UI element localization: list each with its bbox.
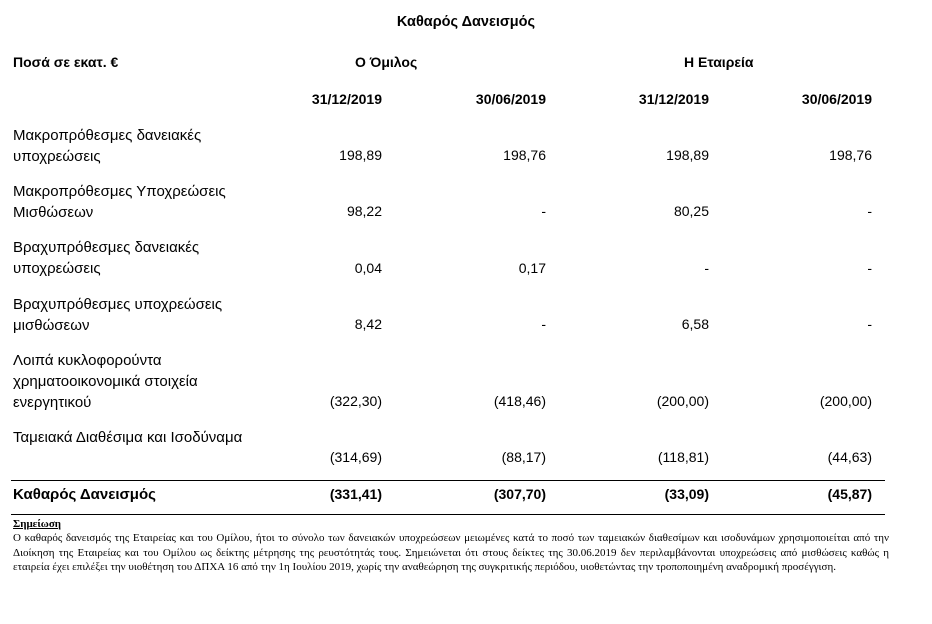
table-cell: (118,81): [657, 449, 709, 465]
table-cell: -: [867, 260, 872, 276]
table-cell: (418,46): [493, 393, 546, 409]
table-cell: 198,89: [339, 147, 382, 163]
total-cell: (331,41): [329, 486, 382, 502]
table-cell: 98,22: [346, 203, 382, 219]
table-cell: (44,63): [827, 449, 872, 465]
note-text: Ο καθαρός δανεισμός της Εταιρείας και του Ομίλου, ήτοι το σύνολο των δανειακών υποχρεώσεων μειωμένες κατά το ποσό των ταμειακών διαθεσίμων και ισοδυνάμων χρησιμοποιείται από την Διοίκηση της Εταιρείας και του Ομίλου ως δείκτης μέτρησης της ρευστότητάς τους. Σημειώνεται ότι στους δείκτες της 30.06.2019 δεν περιλαμβάνονται υποχρεώσεις από μισθώσεις καθώς η εταιρεία έχει επιλέξει την υιοθέτηση του ΔΠΧΑ 16 από την 1η Ιουλίου 2019, χωρίς την αναθεώρηση της συγκριτικής περιόδου, υιοθετώντας την τροποποιημένη αναδρομική προσέγγιση.: [13, 532, 889, 573]
total-cell: (45,87): [827, 486, 872, 502]
company-column-header: Η Εταιρεία: [684, 54, 754, 70]
table-cell: -: [704, 260, 709, 276]
table-cell: -: [867, 316, 872, 332]
table-cell: 0,17: [518, 260, 546, 276]
row-label: Ταμειακά Διαθέσιμα και Ισοδύναμα: [13, 429, 243, 446]
table-cell: (322,30): [329, 393, 382, 409]
table-cell: -: [541, 203, 546, 219]
total-bottom-rule: [11, 514, 885, 515]
amount-unit-label: Ποσά σε εκατ. €: [13, 54, 119, 70]
row-label: Λοιπά κυκλοφορούντα χρηματοοικονομικά στοιχεία ενεργητικού: [13, 352, 198, 411]
table-title: Καθαρός Δανεισμός: [396, 14, 536, 30]
row-label: Μακροπρόθεσμες δανειακές υποχρεώσεις: [13, 127, 202, 165]
total-row-label: Καθαρός Δανεισμός: [13, 486, 156, 503]
row-label: Βραχυπρόθεσμες υποχρεώσεις μισθώσεων: [13, 296, 223, 334]
table-cell: 6,58: [681, 316, 709, 332]
table-cell: (200,00): [819, 393, 872, 409]
row-label: Μακροπρόθεσμες Υποχρεώσεις Μισθώσεων: [13, 183, 226, 221]
table-cell: -: [541, 316, 546, 332]
total-cell: (307,70): [493, 486, 546, 502]
table-cell: (88,17): [501, 449, 546, 465]
table-cell: 0,04: [354, 260, 382, 276]
date-header-company-2: 30/06/2019: [801, 91, 872, 107]
note-title: Σημείωση: [13, 518, 62, 530]
table-cell: 198,76: [503, 147, 546, 163]
table-cell: (314,69): [329, 449, 382, 465]
total-top-rule: [11, 480, 885, 481]
table-cell: 198,89: [666, 147, 709, 163]
date-header-company-1: 31/12/2019: [638, 91, 709, 107]
table-cell: -: [867, 203, 872, 219]
date-header-group-1: 31/12/2019: [311, 91, 382, 107]
date-header-group-2: 30/06/2019: [475, 91, 546, 107]
table-cell: 198,76: [829, 147, 872, 163]
row-label: Βραχυπρόθεσμες δανειακές υποχρεώσεις: [13, 239, 200, 277]
group-column-header: Ο Όμιλος: [355, 54, 418, 70]
table-cell: (200,00): [656, 393, 709, 409]
table-cell: 80,25: [673, 203, 709, 219]
table-cell: 8,42: [354, 316, 382, 332]
total-cell: (33,09): [664, 486, 709, 502]
